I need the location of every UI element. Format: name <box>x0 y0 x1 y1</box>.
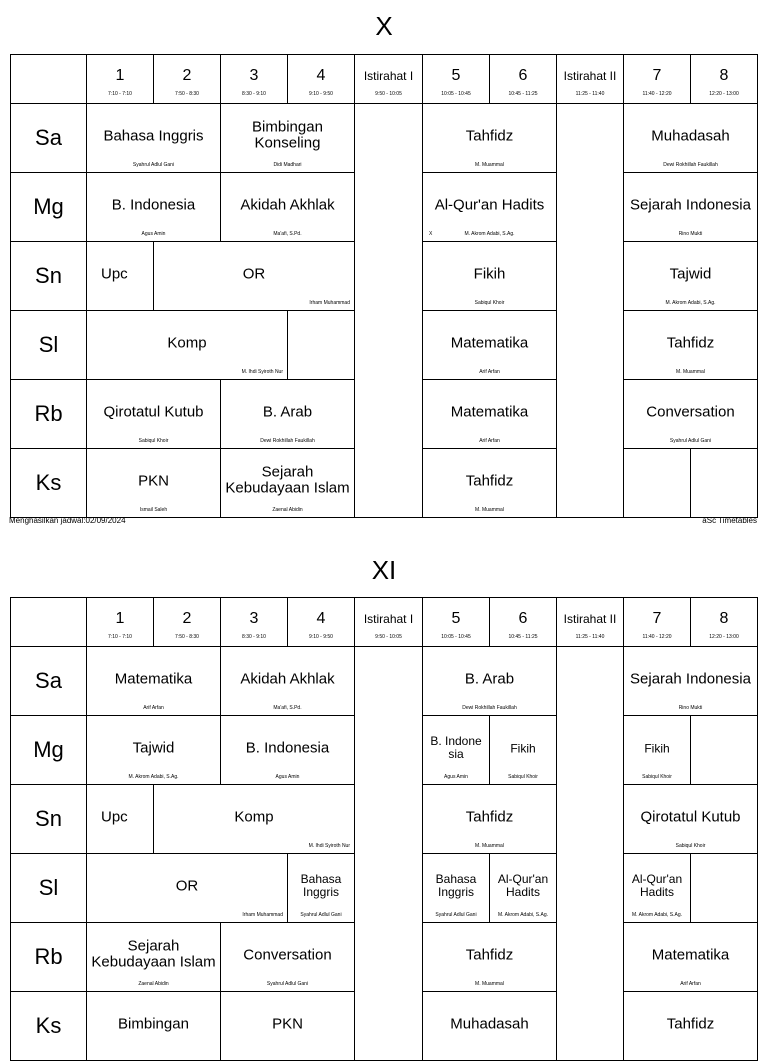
period-number: 2 <box>182 610 192 627</box>
teacher-name: Sabiqul Khoir <box>138 438 169 444</box>
period-header <box>623 54 691 104</box>
subject-name: Akidah Akhlak <box>240 196 335 214</box>
subject-name: Qirotatul Kutub <box>640 808 741 826</box>
period-time: 9:10 - 9:50 <box>309 91 333 97</box>
day-label-cell <box>10 991 87 1061</box>
period-time: 12:20 - 13:00 <box>709 91 739 97</box>
break-label: Istirahat I <box>363 69 414 83</box>
period-header <box>220 54 288 104</box>
teacher-name: Dewi Rokhillah Faukillah <box>663 162 718 168</box>
break-column <box>556 646 624 1061</box>
period-number: 7 <box>652 67 662 84</box>
teacher-name: M. Akrom Adabi, S.Ag. <box>497 912 549 918</box>
period-time: 10:05 - 10:45 <box>441 634 471 640</box>
lesson-cell <box>220 103 355 173</box>
day-label-cell <box>10 379 87 449</box>
lesson-cell <box>153 784 355 854</box>
break-header <box>354 597 423 647</box>
lesson-cell <box>86 241 154 311</box>
lesson-cell <box>86 310 288 380</box>
subject-name: Conversation <box>243 946 332 964</box>
lesson-cell <box>623 310 758 380</box>
subject-name: Sejarah Kebudayaan Islam <box>91 937 216 971</box>
day-label: Sl <box>38 875 59 900</box>
period-time: 8:30 - 9:10 <box>242 91 266 97</box>
break-column <box>354 646 423 1061</box>
teacher-name: M. Muammal <box>475 507 504 513</box>
lesson-cell <box>422 784 557 854</box>
teacher-name: Zaenal Abidin <box>272 507 303 513</box>
period-time: 8:30 - 9:10 <box>242 634 266 640</box>
period-time: 10:05 - 10:45 <box>441 91 471 97</box>
break-column <box>354 103 423 518</box>
period-number: 3 <box>249 610 259 627</box>
subject-name: Tahfidz <box>465 127 514 145</box>
day-label-cell <box>10 172 87 242</box>
subject-name: B. Arab <box>262 403 313 421</box>
lesson-cell <box>86 853 288 923</box>
lesson-cell <box>86 715 221 785</box>
subject-name: B. Indone sia <box>430 733 482 761</box>
period-header <box>287 597 355 647</box>
lesson-cell <box>422 991 557 1061</box>
day-label-cell <box>10 922 87 992</box>
period-time: 9:50 - 10:05 <box>375 91 402 97</box>
lesson-cell <box>86 646 221 716</box>
lesson-cell <box>422 379 557 449</box>
lesson-cell <box>86 172 221 242</box>
period-number: 4 <box>316 67 326 84</box>
subject-name: Tahfidz <box>465 808 514 826</box>
period-number: 1 <box>115 610 125 627</box>
teacher-name: M. Akrom Adabi, S.Ag. <box>128 774 179 780</box>
lesson-cell <box>220 379 355 449</box>
lesson-cell <box>287 853 355 923</box>
teacher-name: Agus Amin <box>141 231 166 237</box>
day-label-cell <box>10 853 87 923</box>
lesson-cell <box>623 172 758 242</box>
period-number: 7 <box>652 610 662 627</box>
period-header <box>153 597 221 647</box>
subject-name: Matematika <box>651 946 730 964</box>
generated-date-note: Menghasilkan jadwal:02/09/2024 <box>9 516 126 525</box>
day-label: Sa <box>35 125 62 150</box>
subject-name: Fikih <box>644 741 670 756</box>
period-header <box>489 54 557 104</box>
subject-name: B. Arab <box>464 670 515 688</box>
teacher-name: Arif Arfan <box>680 981 701 987</box>
subject-name: Upc <box>101 265 128 283</box>
day-label: Sl <box>38 332 59 357</box>
teacher-name: Arif Arfan <box>479 438 500 444</box>
teacher-name: Sabiqul Khoir <box>642 774 672 780</box>
period-number: 6 <box>518 610 528 627</box>
teacher-name: Rino Mukti <box>678 705 703 711</box>
empty-cell <box>287 310 355 380</box>
subject-name: PKN <box>138 472 169 490</box>
subject-name: Bimbingan <box>118 1015 189 1033</box>
subject-name: Komp <box>234 808 274 826</box>
subject-name: Tajwid <box>132 739 175 757</box>
break-label: Istirahat I <box>363 612 414 626</box>
period-time: 11:25 - 11:40 <box>575 91 605 97</box>
teacher-name: M. Ihdi Syiroth Nur <box>241 369 283 375</box>
day-label: Sn <box>35 806 62 831</box>
period-header <box>153 54 221 104</box>
empty-cell <box>690 853 758 923</box>
period-time: 10:45 - 11:25 <box>508 91 538 97</box>
teacher-name: Sabiqul Khoir <box>675 843 706 849</box>
day-label: Rb <box>34 401 63 426</box>
period-header <box>623 597 691 647</box>
period-time: 9:50 - 10:05 <box>375 634 402 640</box>
lesson-cell <box>422 103 557 173</box>
subject-name: Muhadasah <box>450 1015 529 1033</box>
teacher-name: M. Muammal <box>475 162 504 168</box>
day-label-cell <box>10 448 87 518</box>
day-label: Ks <box>35 470 62 495</box>
teacher-name: M. Ihdi Syiroth Nur <box>308 843 350 849</box>
class-title: X <box>375 11 393 41</box>
teacher-name: Syahrul Adlul Gani <box>435 912 477 918</box>
subject-name: Bahasa Inggris <box>435 871 477 899</box>
break-label: Istirahat II <box>563 69 617 83</box>
corner-cell <box>10 597 87 647</box>
subject-name: OR <box>242 265 266 283</box>
lesson-cell <box>422 646 557 716</box>
break-header <box>354 54 423 104</box>
teacher-name: M. Akrom Adabi, S.Ag. <box>631 912 683 918</box>
period-number: 6 <box>518 67 528 84</box>
day-label: Mg <box>33 194 64 219</box>
lesson-cell <box>422 310 557 380</box>
day-label-cell <box>10 715 87 785</box>
lesson-cell <box>623 784 758 854</box>
period-header <box>86 597 154 647</box>
subject-name: Fikih <box>473 265 506 283</box>
teacher-name: Irham Muhammad <box>309 300 350 306</box>
period-time: 12:20 - 13:00 <box>709 634 739 640</box>
lesson-cell <box>623 853 691 923</box>
day-label-cell <box>10 784 87 854</box>
corner-cell <box>10 54 87 104</box>
teacher-name: M. Muammal <box>475 981 504 987</box>
teacher-name: Ismail Saleh <box>139 507 168 513</box>
break-header <box>556 54 624 104</box>
period-number: 8 <box>719 67 729 84</box>
break-label: Istirahat II <box>563 612 617 626</box>
lesson-cell <box>623 991 758 1061</box>
lesson-cell <box>422 922 557 992</box>
lesson-cell <box>422 241 557 311</box>
teacher-name: Sabiqul Khoir <box>474 300 505 306</box>
lesson-cell <box>220 172 355 242</box>
lesson-cell <box>220 646 355 716</box>
period-time: 9:10 - 9:50 <box>309 634 333 640</box>
subject-name: Sejarah Kebudayaan Islam <box>225 463 350 497</box>
subject-name: Upc <box>101 808 128 826</box>
subject-name: Akidah Akhlak <box>240 670 335 688</box>
empty-cell <box>690 715 758 785</box>
teacher-name: Ma'afi, S.Pd. <box>273 705 302 711</box>
teacher-name: Dewi Rokhillah Faukillah <box>260 438 315 444</box>
lesson-cell <box>86 991 221 1061</box>
lesson-cell <box>623 241 758 311</box>
lesson-cell <box>623 103 758 173</box>
lesson-cell <box>153 241 355 311</box>
period-number: 1 <box>115 67 125 84</box>
lesson-cell <box>86 784 154 854</box>
subject-name: Muhadasah <box>651 127 730 145</box>
period-header <box>690 597 758 647</box>
subject-name: Bimbingan Konseling <box>252 118 323 152</box>
period-time: 7:10 - 7:10 <box>108 634 132 640</box>
day-label: Rb <box>34 944 63 969</box>
teacher-name: Ma'afi, S.Pd. <box>273 231 302 237</box>
teacher-name: Sabiqul Khoir <box>508 774 538 780</box>
teacher-name: Agus Amin <box>275 774 300 780</box>
lesson-cell <box>422 715 490 785</box>
lesson-cell <box>86 103 221 173</box>
subject-name: Conversation <box>646 403 735 421</box>
lesson-cell <box>623 646 758 716</box>
subject-name: PKN <box>272 1015 303 1033</box>
period-time: 11:25 - 11:40 <box>575 634 605 640</box>
period-time: 7:50 - 8:30 <box>175 91 199 97</box>
subject-name: B. Indonesia <box>245 739 330 757</box>
teacher-name: Syahrul Adlul Gani <box>300 912 342 918</box>
subject-name: Tajwid <box>669 265 712 283</box>
subject-name: Bahasa Inggris <box>300 871 342 899</box>
period-header <box>86 54 154 104</box>
teacher-name: Rino Mukti <box>678 231 703 237</box>
lesson-cell <box>623 715 691 785</box>
teacher-name: Irham Muhammad <box>242 912 283 918</box>
break-column <box>556 103 624 518</box>
lesson-cell <box>220 991 355 1061</box>
class-marker: X <box>429 231 433 237</box>
lesson-cell <box>422 172 557 242</box>
subject-name: Matematika <box>450 403 529 421</box>
lesson-cell <box>220 715 355 785</box>
day-label: Ks <box>35 1013 62 1038</box>
subject-name: Al-Qur'an Hadits <box>631 871 683 899</box>
period-time: 11:40 - 12:20 <box>642 91 672 97</box>
teacher-name: Syahrul Adlul Gani <box>266 981 309 987</box>
subject-name: Tahfidz <box>666 1015 715 1033</box>
teacher-name: Zaenal Abidin <box>138 981 169 987</box>
teacher-name: Arif Arfan <box>143 705 164 711</box>
subject-name: Al-Qur'an Hadits <box>434 196 545 214</box>
subject-name: Fikih <box>510 741 536 756</box>
teacher-name: Dewi Rokhillah Faukillah <box>462 705 517 711</box>
teacher-name: Syahrul Adlul Gani <box>669 438 712 444</box>
period-time: 11:40 - 12:20 <box>642 634 672 640</box>
day-label: Sa <box>35 668 62 693</box>
empty-cell <box>690 448 758 518</box>
lesson-cell <box>623 379 758 449</box>
day-label-cell <box>10 646 87 716</box>
period-number: 3 <box>249 67 259 84</box>
lesson-cell <box>220 448 355 518</box>
subject-name: Sejarah Indonesia <box>630 196 751 214</box>
teacher-name: M. Akrom Adabi, S.Ag. <box>464 231 515 237</box>
lesson-cell <box>86 448 221 518</box>
period-number: 5 <box>451 67 461 84</box>
subject-name: Matematika <box>114 670 193 688</box>
period-header <box>422 597 490 647</box>
lesson-cell <box>220 922 355 992</box>
teacher-name: M. Muammal <box>475 843 504 849</box>
period-time: 10:45 - 11:25 <box>508 634 538 640</box>
period-header <box>287 54 355 104</box>
period-header <box>690 54 758 104</box>
subject-name: Al-Qur'an Hadits <box>497 871 549 899</box>
period-number: 4 <box>316 610 326 627</box>
period-header <box>220 597 288 647</box>
period-time: 7:10 - 7:10 <box>108 91 132 97</box>
period-header <box>489 597 557 647</box>
day-label: Mg <box>33 737 64 762</box>
lesson-cell <box>86 379 221 449</box>
period-header <box>422 54 490 104</box>
lesson-cell <box>86 922 221 992</box>
subject-name: OR <box>175 877 199 895</box>
lesson-cell <box>422 853 490 923</box>
teacher-name: Arif Arfan <box>479 369 500 375</box>
teacher-name: Agus Amin <box>444 774 468 780</box>
software-credit: aSc Timetables <box>702 516 757 525</box>
break-header <box>556 597 624 647</box>
lesson-cell <box>489 715 557 785</box>
day-label-cell <box>10 241 87 311</box>
class-title: XI <box>371 555 397 585</box>
empty-cell <box>623 448 691 518</box>
period-number: 8 <box>719 610 729 627</box>
day-label-cell <box>10 103 87 173</box>
day-label-cell <box>10 310 87 380</box>
subject-name: Tahfidz <box>666 334 715 352</box>
day-label: Sn <box>35 263 62 288</box>
teacher-name: M. Akrom Adabi, S.Ag. <box>665 300 716 306</box>
teacher-name: Didi Madhari <box>273 162 302 168</box>
teacher-name: Syahrul Adlul Gani <box>132 162 175 168</box>
period-time: 7:50 - 8:30 <box>175 634 199 640</box>
lesson-cell <box>623 922 758 992</box>
subject-name: Tahfidz <box>465 472 514 490</box>
subject-name: Sejarah Indonesia <box>630 670 751 688</box>
period-number: 5 <box>451 610 461 627</box>
teacher-name: M. Muammal <box>676 369 705 375</box>
period-number: 2 <box>182 67 192 84</box>
subject-name: Komp <box>167 334 207 352</box>
subject-name: Qirotatul Kutub <box>103 403 204 421</box>
lesson-cell <box>422 448 557 518</box>
lesson-cell <box>489 853 557 923</box>
subject-name: B. Indonesia <box>111 196 196 214</box>
subject-name: Matematika <box>450 334 529 352</box>
subject-name: Tahfidz <box>465 946 514 964</box>
subject-name: Bahasa Inggris <box>103 127 204 145</box>
